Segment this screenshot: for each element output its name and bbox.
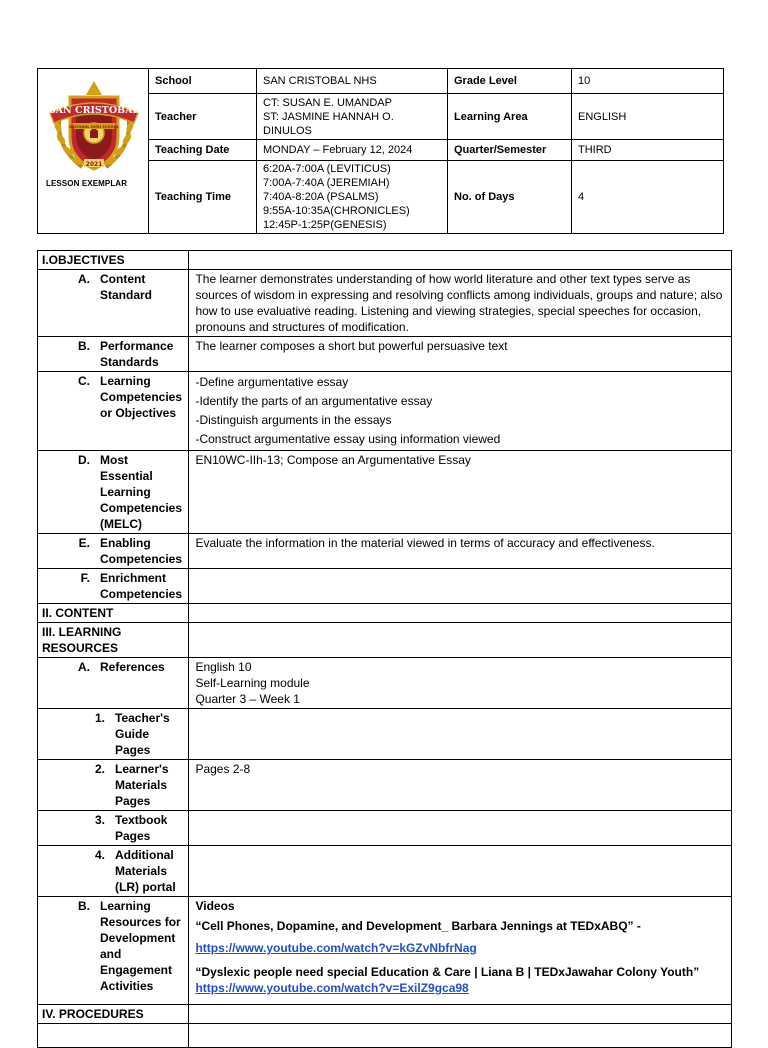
references-label: A. References	[38, 658, 189, 709]
performance-standards-value: The learner composes a short but powerful persuasive text	[189, 337, 732, 372]
competency-item: -Construct argumentative essay using information viewed	[195, 432, 501, 446]
teachers-guide-label: 1. Teacher's Guide Pages	[38, 709, 189, 760]
competency-item: -Identify the parts of an argumentative essay	[195, 394, 433, 408]
textbook-pages-label: 3. Textbook Pages	[38, 811, 189, 846]
learners-materials-label: 2. Learner's Materials Pages	[38, 760, 189, 811]
teacher-label: Teacher	[149, 94, 257, 140]
header-table	[37, 68, 724, 234]
school-label: School	[149, 69, 257, 94]
reference-line: Self-Learning module	[195, 676, 310, 690]
reference-line: English 10	[195, 660, 252, 674]
time-line: 6:20A-7:00A (LEVITICUS)	[263, 163, 391, 175]
procedures-heading: IV. PROCEDURES	[38, 1005, 189, 1024]
video-link[interactable]: https://www.youtube.com/watch?v=ExilZ9gca98	[195, 981, 469, 995]
enrichment-competencies-label: F. Enrichment Competencies	[38, 569, 189, 604]
learning-competencies-label: C. Learning Competencies or Objectives	[38, 372, 189, 451]
grade-label: Grade Level	[448, 69, 572, 94]
videos-cell	[189, 897, 732, 1005]
procedures-empty	[189, 1005, 732, 1024]
teacher-line: ST: JASMINE HANNAH O.	[263, 110, 394, 123]
competency-item: -Distinguish arguments in the essays	[195, 413, 392, 427]
objectives-heading: I.OBJECTIVES	[38, 251, 189, 270]
video-title: “Cell Phones, Dopamine, and Development_ Barbara Jennings at TEDxABQ” -	[195, 919, 641, 933]
teacher-line: CT: SUSAN E. UMANDAP	[263, 96, 392, 109]
melc-value: EN10WC-IIh-13; Compose an Argumentative Essay	[189, 451, 732, 534]
time-line: 7:40A-8:20A (PSALMS)	[263, 191, 379, 203]
time-line: 12:45P-1:25P(GENESIS)	[263, 219, 387, 231]
teacher-line: DINULOS	[263, 124, 312, 137]
learning-resources-heading: III. LEARNING RESOURCES	[38, 623, 189, 658]
time-label: Teaching Time	[149, 161, 257, 234]
video-title: “Dyslexic people need special Education & Care | Liana B | TEDxJawahar Colony Youth”	[195, 965, 700, 979]
additional-materials-label: 4. Additional Materials (LR) portal	[38, 846, 189, 897]
logo-subtext: NATIONAL HIGH SCHOOL	[69, 125, 119, 129]
reference-line: Quarter 3 – Week 1	[195, 692, 300, 706]
quarter-label: Quarter/Semester	[448, 140, 572, 161]
content-empty	[189, 604, 732, 623]
enabling-competencies-label: E. Enabling Competencies	[38, 534, 189, 569]
logo-year: 2021	[85, 161, 103, 168]
learning-resources-activities-label: B. Learning Resources for Development and Engagement Activities	[38, 897, 189, 1005]
procedures-row-value-empty	[189, 1024, 732, 1048]
videos-title: Videos	[195, 899, 235, 913]
learners-materials-value: Pages 2-8	[189, 760, 732, 811]
content-standard-value: The learner demonstrates understanding of how world literature and other text types serve as sources of wisdom in expressing and resolving conflicts among individuals, groups and nature; also how to use evaluative reading. Listening and viewing strategies, special speeches for occasion, pronouns and structures of modification.	[189, 270, 732, 337]
area-value: ENGLISH	[572, 94, 724, 140]
school-value: SAN CRISTOBAL NHS	[257, 69, 448, 94]
video-link[interactable]: https://www.youtube.com/watch?v=kGZvNbfrNag	[195, 941, 477, 955]
logo-cell	[38, 69, 149, 234]
school-seal-icon	[46, 75, 142, 175]
enrichment-competencies-value	[189, 569, 732, 604]
days-value: 4	[572, 161, 724, 234]
quarter-value: THIRD	[572, 140, 724, 161]
grade-value: 10	[572, 69, 724, 94]
melc-label: D. Most Essential Learning Competencies (MELC)	[38, 451, 189, 534]
performance-standards-label: B. Performance Standards	[38, 337, 189, 372]
logo-text: SAN CRISTOBAL	[48, 105, 140, 116]
time-value	[257, 161, 448, 234]
additional-materials-value	[189, 846, 732, 897]
learning-competencies-value	[189, 372, 732, 451]
enabling-competencies-value: Evaluate the information in the material viewed in terms of accuracy and effectiveness.	[189, 534, 732, 569]
objectives-empty	[189, 251, 732, 270]
teachers-guide-value	[189, 709, 732, 760]
area-label: Learning Area	[448, 94, 572, 140]
time-line: 7:00A-7:40A (JEREMIAH)	[263, 177, 390, 189]
days-label: No. of Days	[448, 161, 572, 234]
content-heading: II. CONTENT	[38, 604, 189, 623]
references-value	[189, 658, 732, 709]
competency-item: -Define argumentative essay	[195, 375, 349, 389]
lesson-table	[37, 250, 732, 1048]
lesson-exemplar-label: LESSON EXEMPLAR	[46, 179, 128, 188]
time-line: 9:55A-10:35A(CHRONICLES)	[263, 205, 410, 217]
teacher-value	[257, 94, 448, 140]
textbook-pages-value	[189, 811, 732, 846]
learning-resources-empty	[189, 623, 732, 658]
date-label: Teaching Date	[149, 140, 257, 161]
content-standard-label: A. Content Standard	[38, 270, 189, 337]
date-value: MONDAY – February 12, 2024	[257, 140, 448, 161]
procedures-row-empty	[38, 1024, 189, 1048]
